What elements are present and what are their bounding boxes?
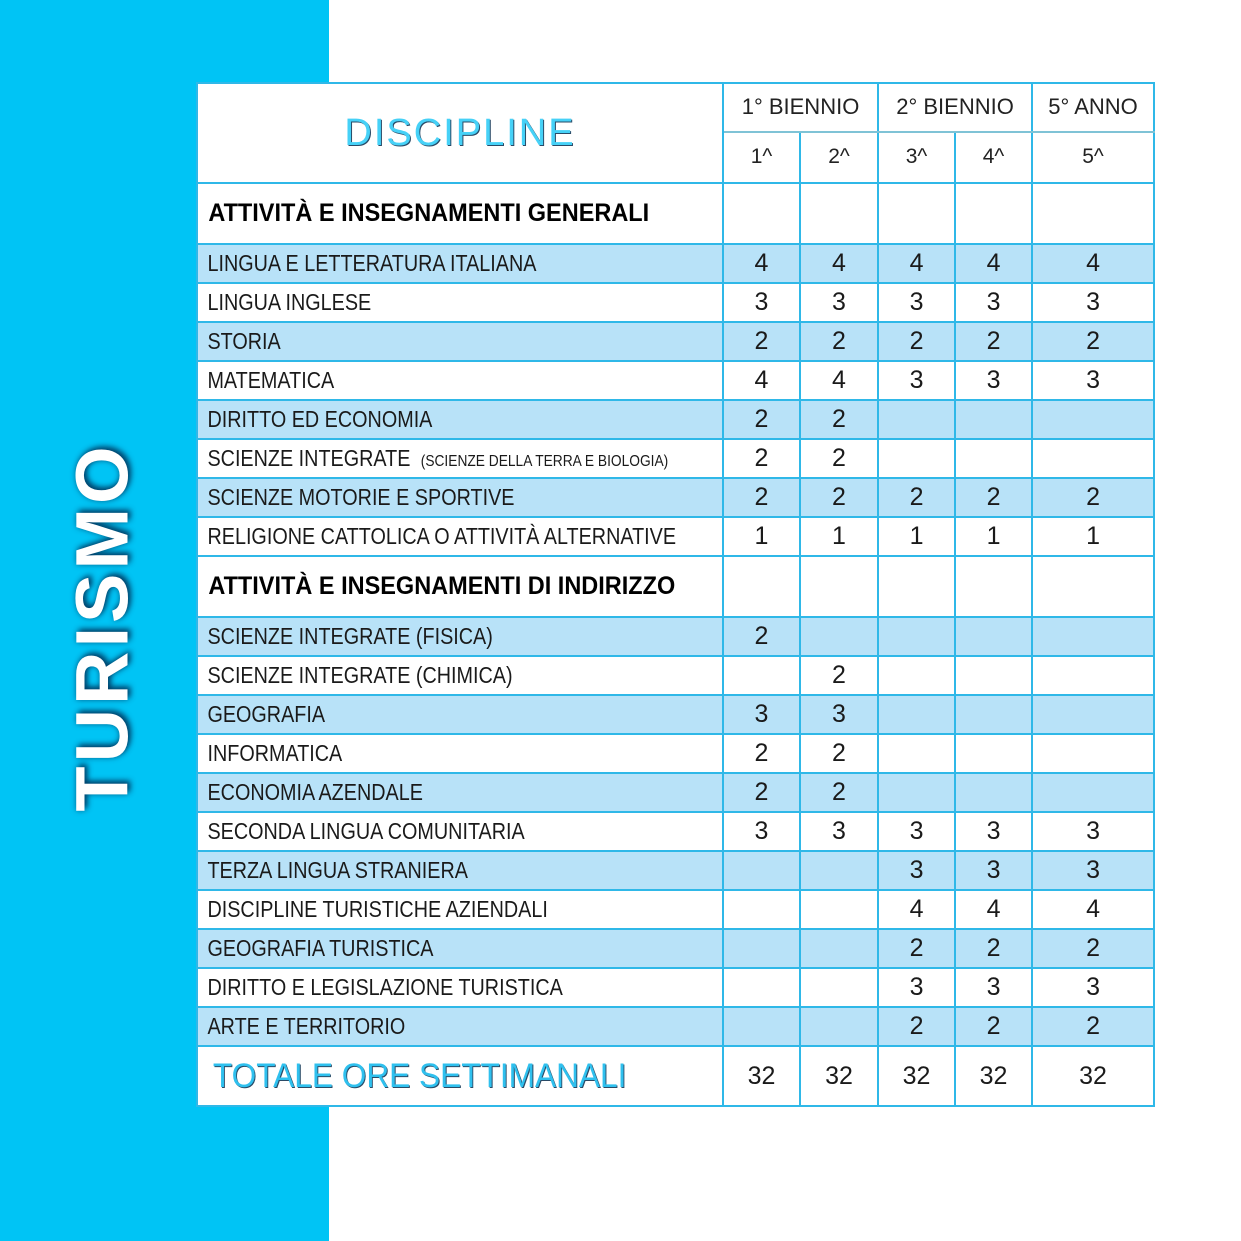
subject-label [198, 445, 668, 472]
subject-row [197, 517, 1154, 556]
hours-cell: 2 [1032, 929, 1154, 968]
subject-row [197, 968, 1154, 1007]
hours-cell: 4 [800, 361, 878, 400]
hours-cell: 3 [800, 283, 878, 322]
hours-cell: 2 [723, 617, 800, 656]
subject-name: ECONOMIA AZENDALE [207, 779, 423, 805]
hours-cell [955, 617, 1032, 656]
subject-name: INFORMATICA [207, 740, 343, 766]
hours-cell: 2 [878, 322, 955, 361]
group-header-1-biennio: 1° BIENNIO [723, 83, 878, 132]
hours-cell [878, 695, 955, 734]
hours-cell: 4 [723, 244, 800, 283]
empty-cell [955, 556, 1032, 617]
hours-cell [955, 695, 1032, 734]
year-header-4: 4^ [955, 132, 1032, 183]
hours-cell: 3 [723, 812, 800, 851]
subject-label [198, 818, 535, 845]
hours-cell [1032, 439, 1154, 478]
subject-cell [197, 478, 723, 517]
hours-cell [800, 851, 878, 890]
empty-cell [1032, 183, 1154, 244]
empty-cell [878, 183, 955, 244]
hours-cell: 2 [955, 1007, 1032, 1046]
hours-cell: 3 [955, 851, 1032, 890]
hours-cell: 3 [1032, 283, 1154, 322]
subject-name: GEOGRAFIA TURISTICA [207, 935, 434, 961]
subject-row [197, 734, 1154, 773]
empty-cell [723, 183, 800, 244]
total-hours-cell: 32 [800, 1046, 878, 1106]
subject-name: SCIENZE INTEGRATE (CHIMICA) [207, 662, 513, 688]
hours-cell: 2 [800, 478, 878, 517]
hours-cell [1032, 400, 1154, 439]
subject-label [198, 974, 573, 1001]
subject-name: DIRITTO ED ECONOMIA [207, 406, 433, 432]
empty-cell [1032, 556, 1154, 617]
hours-cell: 3 [955, 812, 1032, 851]
hours-cell [1032, 656, 1154, 695]
hours-cell [723, 968, 800, 1007]
hours-cell [878, 734, 955, 773]
subject-row [197, 322, 1154, 361]
total-row [197, 1046, 1154, 1106]
hours-cell: 3 [1032, 812, 1154, 851]
group-header-5-anno: 5° ANNO [1032, 83, 1154, 132]
hours-cell [878, 400, 955, 439]
year-header-3: 3^ [878, 132, 955, 183]
subject-row [197, 439, 1154, 478]
empty-cell [878, 556, 955, 617]
subject-row [197, 695, 1154, 734]
hours-cell: 2 [723, 322, 800, 361]
subject-row [197, 1007, 1154, 1046]
total-label-cell [197, 1046, 723, 1106]
section-label: ATTIVITÀ E INSEGNAMENTI GENERALI [208, 199, 650, 227]
group-header-2-biennio: 2° BIENNIO [878, 83, 1032, 132]
subject-cell [197, 929, 723, 968]
subject-label [198, 484, 525, 511]
subject-name: SCIENZE INTEGRATE (FISICA) [207, 623, 493, 649]
hours-cell: 3 [955, 361, 1032, 400]
subject-label [198, 328, 291, 355]
hours-cell: 2 [1032, 322, 1154, 361]
subject-label [198, 740, 353, 767]
hours-cell: 2 [878, 929, 955, 968]
hours-cell: 2 [1032, 478, 1154, 517]
subject-row [197, 244, 1154, 283]
hours-cell [955, 773, 1032, 812]
subject-cell [197, 617, 723, 656]
hours-cell [800, 968, 878, 1007]
total-label: TOTALE ORE SETTIMANALI [212, 1056, 627, 1095]
hours-cell [878, 439, 955, 478]
hours-cell: 3 [878, 361, 955, 400]
subject-label [198, 406, 443, 433]
subject-row [197, 617, 1154, 656]
subject-cell [197, 283, 723, 322]
subject-row [197, 283, 1154, 322]
timetable [196, 82, 1153, 1107]
hours-cell: 3 [878, 968, 955, 1007]
hours-cell: 3 [955, 283, 1032, 322]
subject-label [198, 1013, 416, 1040]
hours-cell: 2 [723, 478, 800, 517]
hours-cell: 2 [800, 734, 878, 773]
subject-label [198, 523, 686, 550]
hours-cell: 2 [723, 439, 800, 478]
hours-cell: 2 [1032, 1007, 1154, 1046]
hours-cell: 1 [800, 517, 878, 556]
subject-cell [197, 322, 723, 361]
hours-cell: 3 [800, 695, 878, 734]
hours-cell: 3 [1032, 968, 1154, 1007]
section-label-cell [197, 556, 723, 617]
hours-cell [955, 734, 1032, 773]
hours-cell: 2 [723, 734, 800, 773]
subject-name: MATEMATICA [207, 367, 335, 393]
hours-cell [878, 617, 955, 656]
subject-row [197, 361, 1154, 400]
subject-row [197, 851, 1154, 890]
subject-label [198, 367, 345, 394]
hours-cell: 4 [955, 890, 1032, 929]
hours-cell: 2 [723, 400, 800, 439]
hours-cell: 1 [878, 517, 955, 556]
subject-name: STORIA [207, 328, 281, 354]
subject-name: DISCIPLINE TURISTICHE AZIENDALI [207, 896, 548, 922]
year-header-1: 1^ [723, 132, 800, 183]
subject-name: ARTE E TERRITORIO [207, 1013, 406, 1039]
hours-cell: 3 [878, 851, 955, 890]
course-title: TURISMO [60, 442, 144, 812]
hours-cell: 1 [955, 517, 1032, 556]
subject-label [198, 250, 547, 277]
hours-cell: 4 [800, 244, 878, 283]
subject-row [197, 656, 1154, 695]
hours-cell: 3 [1032, 851, 1154, 890]
subject-cell [197, 244, 723, 283]
hours-cell: 2 [955, 929, 1032, 968]
disciplines-header: DISCIPLINE [197, 83, 723, 183]
hours-table [196, 82, 1155, 1107]
hours-cell: 4 [1032, 244, 1154, 283]
total-hours-cell: 32 [955, 1046, 1032, 1106]
subject-name: SCIENZE INTEGRATE [207, 445, 411, 471]
hours-cell [1032, 734, 1154, 773]
header-row-groups [197, 83, 1154, 132]
hours-cell: 3 [723, 695, 800, 734]
hours-cell: 4 [878, 890, 955, 929]
hours-cell: 3 [878, 283, 955, 322]
hours-cell: 3 [955, 968, 1032, 1007]
hours-cell [723, 890, 800, 929]
hours-cell [800, 890, 878, 929]
hours-cell: 2 [955, 322, 1032, 361]
subject-label [198, 289, 382, 316]
hours-cell: 2 [800, 322, 878, 361]
subject-name: LINGUA E LETTERATURA ITALIANA [207, 250, 537, 276]
subject-cell [197, 517, 723, 556]
subject-name: SECONDA LINGUA COMUNITARIA [207, 818, 525, 844]
empty-cell [723, 556, 800, 617]
hours-cell [1032, 695, 1154, 734]
subject-cell [197, 968, 723, 1007]
subject-name: TERZA LINGUA STRANIERA [207, 857, 468, 883]
hours-cell [723, 1007, 800, 1046]
hours-cell [878, 656, 955, 695]
subject-row [197, 890, 1154, 929]
hours-cell [955, 400, 1032, 439]
subject-cell [197, 400, 723, 439]
hours-cell [800, 617, 878, 656]
hours-cell [955, 439, 1032, 478]
subject-cell [197, 656, 723, 695]
subject-name: SCIENZE MOTORIE E SPORTIVE [207, 484, 515, 510]
total-hours-cell: 32 [723, 1046, 800, 1106]
subject-row [197, 773, 1154, 812]
hours-cell: 2 [800, 656, 878, 695]
hours-cell: 3 [1032, 361, 1154, 400]
subject-row [197, 400, 1154, 439]
total-hours-cell: 32 [878, 1046, 955, 1106]
hours-cell: 2 [800, 773, 878, 812]
hours-cell: 2 [878, 478, 955, 517]
hours-cell: 4 [878, 244, 955, 283]
subject-name: RELIGIONE CATTOLICA O ATTIVITÀ ALTERNATIVE [207, 523, 677, 549]
section-header-row [197, 183, 1154, 244]
subject-cell [197, 361, 723, 400]
hours-cell: 4 [1032, 890, 1154, 929]
subject-name: DIRITTO E LEGISLAZIONE TURISTICA [207, 974, 563, 1000]
hours-cell [878, 773, 955, 812]
hours-cell [1032, 773, 1154, 812]
hours-cell: 4 [955, 244, 1032, 283]
empty-cell [955, 183, 1032, 244]
hours-cell: 2 [878, 1007, 955, 1046]
subject-cell [197, 890, 723, 929]
empty-cell [800, 556, 878, 617]
subject-label [198, 935, 444, 962]
subject-cell [197, 734, 723, 773]
subject-name: LINGUA INGLESE [207, 289, 372, 315]
subject-label [198, 896, 558, 923]
subject-label [198, 623, 503, 650]
subject-label [198, 701, 335, 728]
hours-cell [800, 1007, 878, 1046]
year-header-2: 2^ [800, 132, 878, 183]
hours-cell: 4 [723, 361, 800, 400]
hours-cell: 2 [800, 400, 878, 439]
hours-cell: 2 [723, 773, 800, 812]
subject-label [198, 779, 433, 806]
section-label: ATTIVITÀ E INSEGNAMENTI DI INDIRIZZO [208, 572, 676, 600]
hours-cell [723, 656, 800, 695]
subject-label [198, 857, 478, 884]
total-hours-cell: 32 [1032, 1046, 1154, 1106]
subject-cell [197, 812, 723, 851]
hours-cell: 2 [800, 439, 878, 478]
section-header-row [197, 556, 1154, 617]
hours-cell: 2 [955, 478, 1032, 517]
subject-cell [197, 851, 723, 890]
subject-label [198, 662, 523, 689]
subject-name: GEOGRAFIA [207, 701, 326, 727]
hours-cell: 3 [723, 283, 800, 322]
subject-row [197, 929, 1154, 968]
subject-row [197, 812, 1154, 851]
year-header-5: 5^ [1032, 132, 1154, 183]
hours-cell: 1 [1032, 517, 1154, 556]
hours-cell [723, 851, 800, 890]
hours-cell [723, 929, 800, 968]
subject-cell [197, 773, 723, 812]
hours-cell [1032, 617, 1154, 656]
hours-cell: 3 [800, 812, 878, 851]
hours-cell [955, 656, 1032, 695]
section-label-cell [197, 183, 723, 244]
subject-note: (SCIENZE DELLA TERRA E BIOLOGIA) [420, 453, 669, 470]
subject-row [197, 478, 1154, 517]
hours-cell: 1 [723, 517, 800, 556]
subject-cell [197, 1007, 723, 1046]
empty-cell [800, 183, 878, 244]
hours-cell: 3 [878, 812, 955, 851]
subject-cell [197, 695, 723, 734]
subject-cell [197, 439, 723, 478]
hours-cell [800, 929, 878, 968]
